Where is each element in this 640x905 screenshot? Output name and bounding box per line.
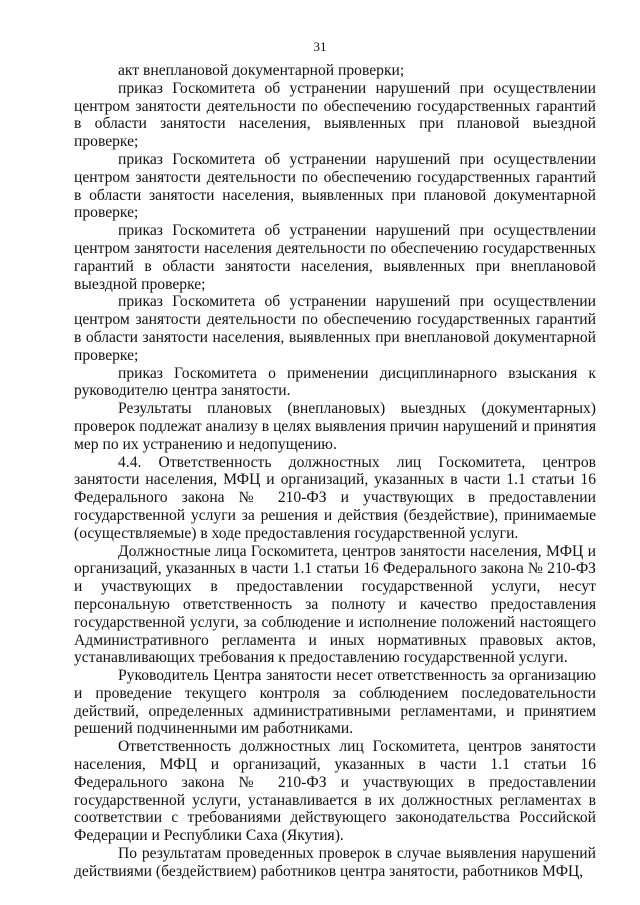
paragraph: По результатам проведенных проверок в случае выявления нарушений действиями (бездействием) работников центра занятости, работников МФЦ, bbox=[74, 845, 596, 880]
paragraph: Руководитель Центра занятости несет ответственность за организацию и проведение текущего контроля за соблюдением последовательности действий, определенных административными регламентами, и принятием решений подчиненными им работниками. bbox=[74, 667, 596, 738]
paragraph: приказ Госкомитета об устранении нарушений при осуществлении центром занятости населения деятельности по обеспечению государственных гарантий в области занятости населения, выявленных при внеплановой выездной проверке; bbox=[74, 222, 596, 293]
paragraph: Должностные лица Госкомитета, центров занятости населения, МФЦ и организаций, указанных в части 1.1 статьи 16 Федерального закона № 210-ФЗ и участвующих в предоставлении государственной услуги, несут персональную ответственность за полноту и качество предоставления государственной услуги, за соблюдение и исполнение положений настоящего Административного регламента и иных нормативных правовых актов, устанавливающих требования к предоставлению государственной услуги. bbox=[74, 542, 596, 667]
paragraph: 4.4. Ответственность должностных лиц Госкомитета, центров занятости населения, МФЦ и организаций, указанных в части 1.1 статьи 16 Федерального закона № 210-ФЗ и участвующих в предоставлении государственной услуги за решения и действия (бездействие), принимаемые (осуществляемые) в ходе предоставления государственной услуги. bbox=[74, 453, 596, 542]
paragraph: приказ Госкомитета об устранении нарушений при осуществлении центром занятости деятельности по обеспечению государственных гарантий в области занятости населения, выявленных при внеплановой документарной проверке; bbox=[74, 293, 596, 364]
paragraph: акт внеплановой документарной проверки; bbox=[118, 62, 405, 79]
paragraph: приказ Госкомитета об устранении нарушений при осуществлении центром занятости деятельности по обеспечению государственных гарантий в области занятости населения, выявленных при плановой документарной проверке; bbox=[74, 150, 596, 222]
document-body bbox=[74, 62, 596, 881]
paragraph: приказ Госкомитета о применении дисциплинарного взыскания к руководителю центра занятости. bbox=[74, 364, 596, 400]
paragraph: приказ Госкомитета об устранении нарушений при осуществлении центром занятости деятельности по обеспечению государственных гарантий в области занятости населения, выявленных при плановой выездной проверке; bbox=[74, 79, 596, 151]
paragraph: Ответственность должностных лиц Госкомитета, центров занятости населения, МФЦ и организаций, указанных в части 1.1 статьи 16 Федерального закона № 210-ФЗ и участвующих в предоставлении государственной услуги, устанавливается в их должностных регламентах в соответствии с требованиями действующего законодательства Российской Федерации и Республики Саха (Якутия). bbox=[74, 738, 596, 845]
paragraph: Результаты плановых (внеплановых) выездных (документарных) проверок подлежат анализу в целях выявления причин нарушений и принятия мер по их устранению и недопущению. bbox=[74, 400, 596, 453]
page-number: 31 bbox=[313, 39, 327, 54]
